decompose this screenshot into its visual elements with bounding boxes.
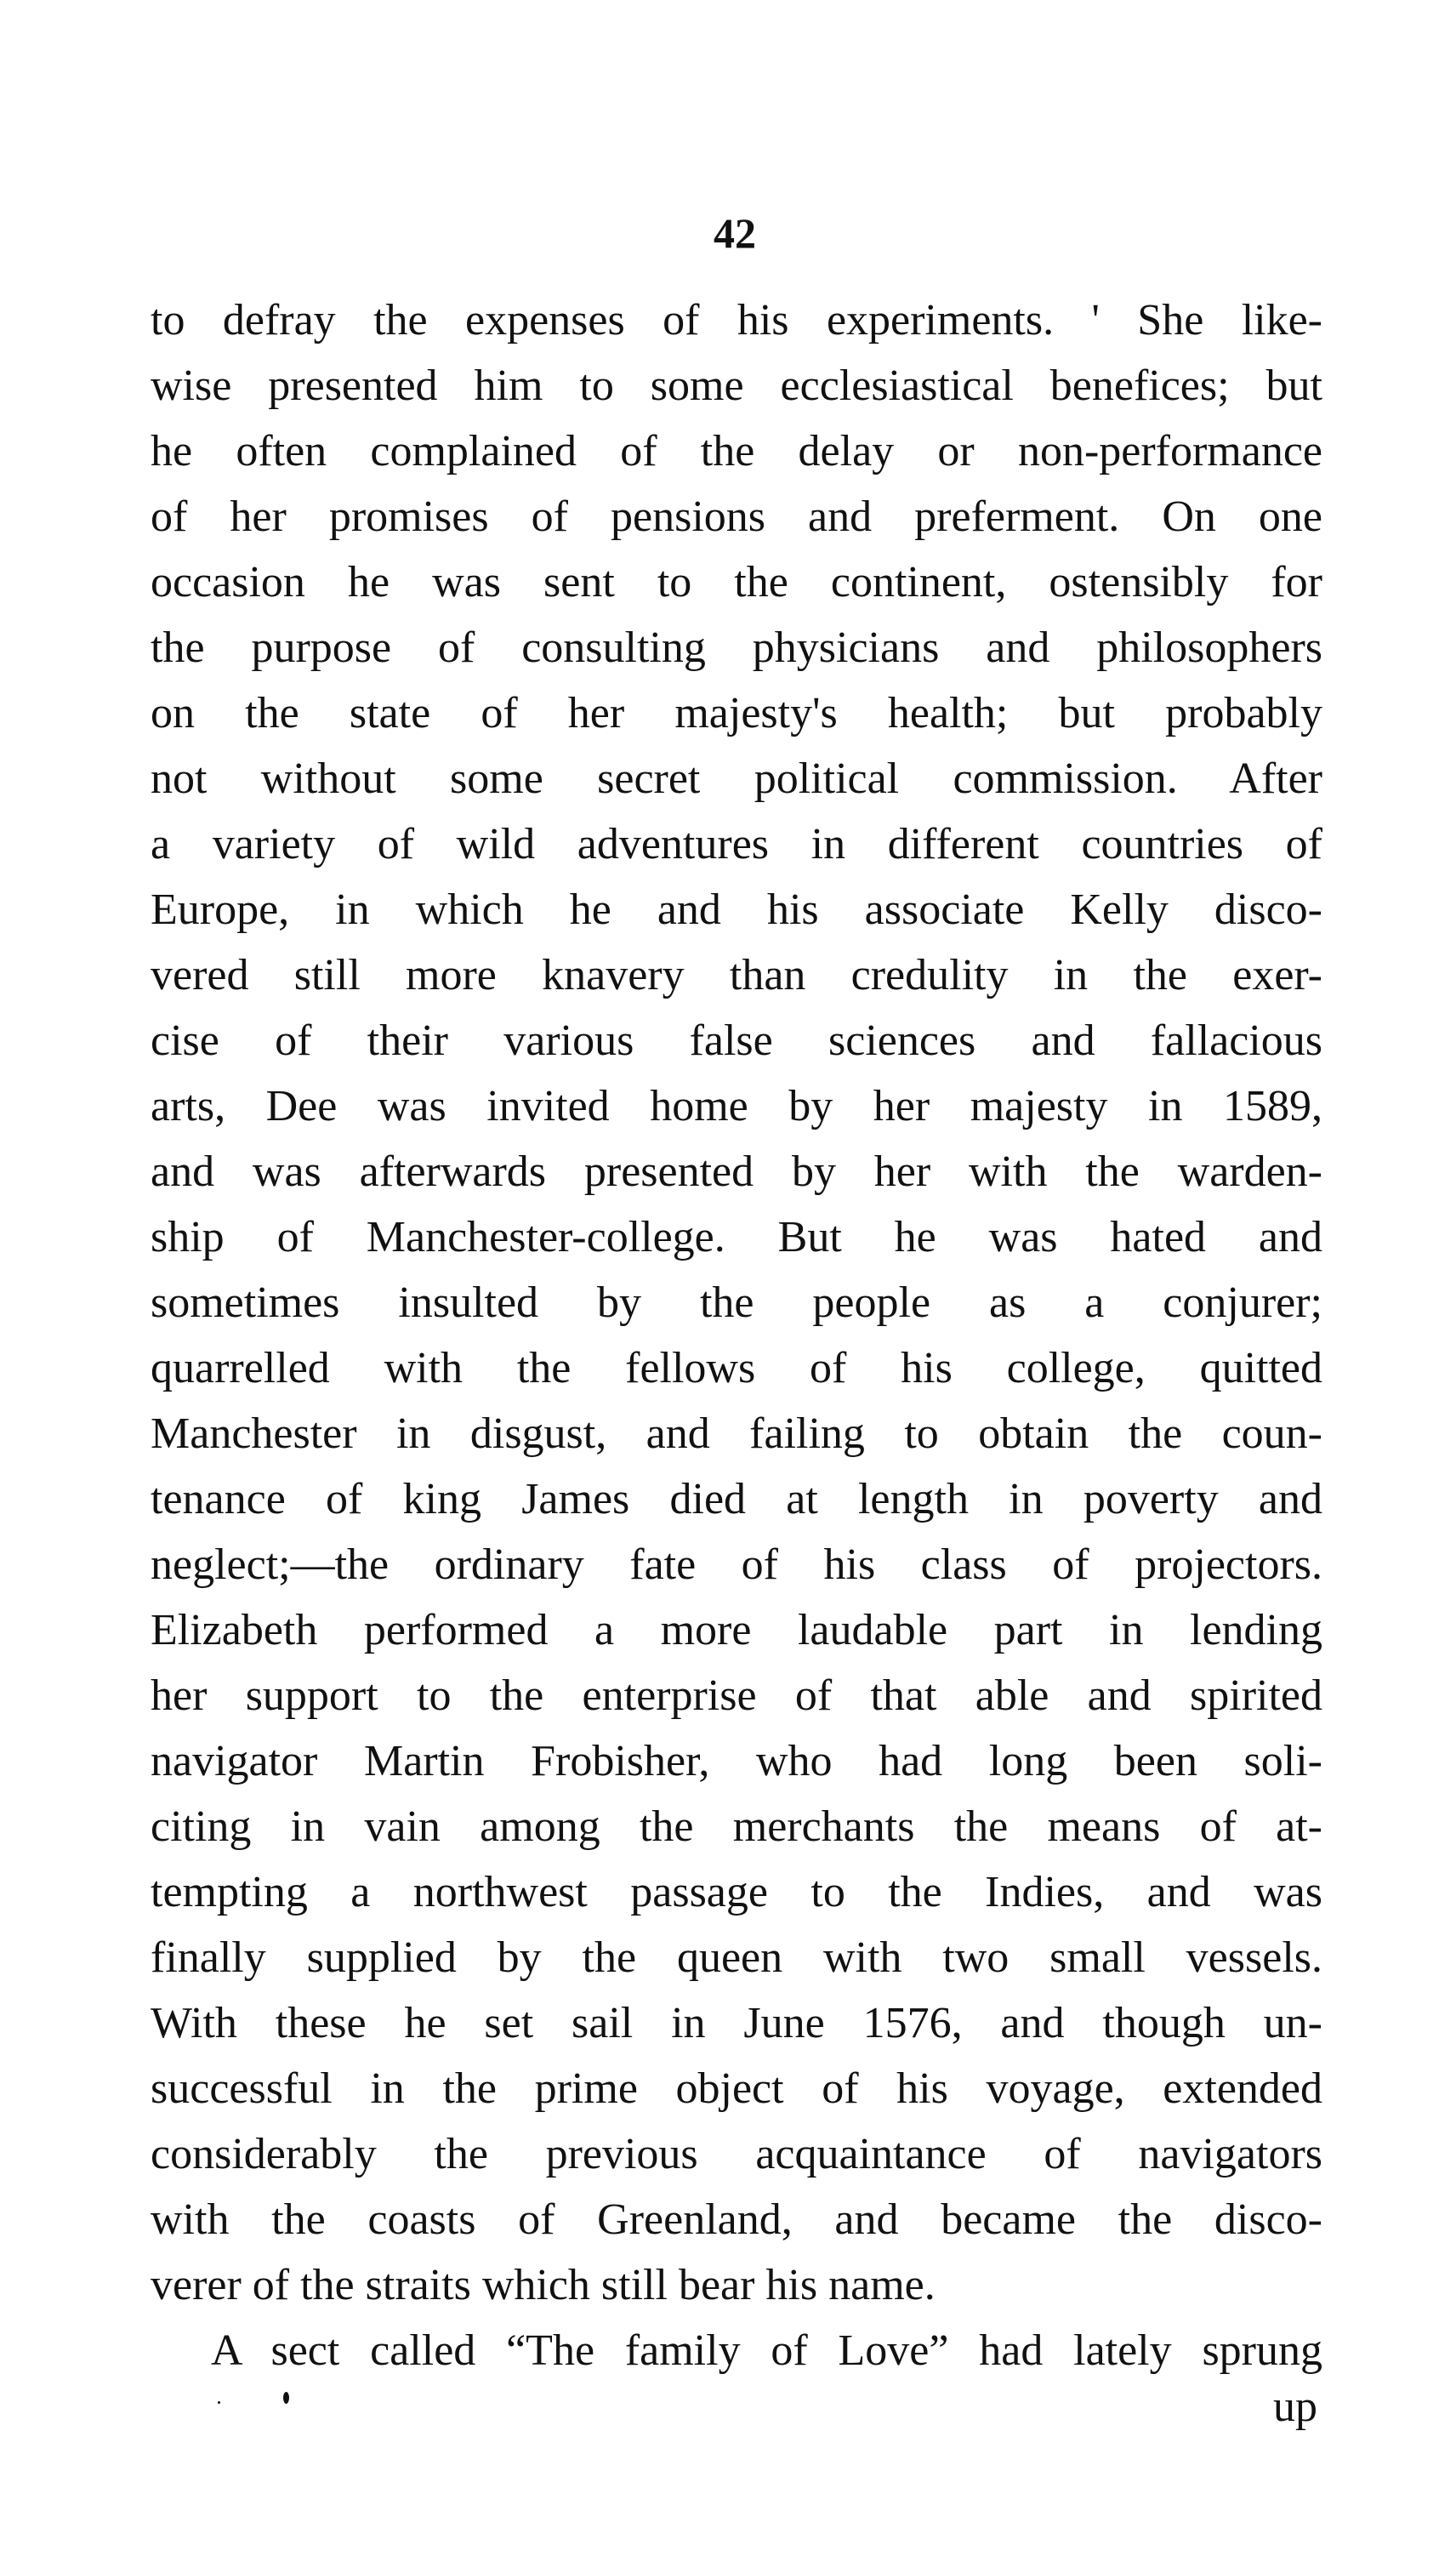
text-line: a variety of wild adventures in different countries of [151,820,1322,868]
text-line: he often complained of the delay or non-performance [151,427,1322,475]
text-line: on the state of her majesty's health; but probably [151,689,1322,737]
text-line: successful in the prime object of his voyage, extended [151,2064,1322,2113]
text-line: occasion he was sent to the continent, ostensibly for [151,558,1322,606]
signature-mark [283,2392,289,2404]
text-line: arts, Dee was invited home by her majesty in 1589, [151,1082,1322,1130]
text-line: Europe, in which he and his associate Kelly disco- [151,885,1322,934]
paragraph-start-line: A sect called “The family of Love” had lately sprung [211,2326,1322,2375]
text-line: tempting a northwest passage to the Indies, and was [151,1868,1322,1916]
text-line: the purpose of consulting physicians and philosophers [151,623,1322,672]
text-line: citing in vain among the merchants the means of at- [151,1802,1322,1851]
text-line: With these he set sail in June 1576, and though un- [151,1999,1322,2047]
text-line: of her promises of pensions and preferment. On one [151,492,1322,541]
catchword: up [1273,2383,1317,2431]
page-number: 42 [714,209,756,257]
text-line: ship of Manchester-college. But he was hated and [151,1213,1322,1261]
text-line: and was afterwards presented by her with the warden- [151,1147,1322,1196]
text-line: vered still more knavery than credulity in the exer- [151,951,1322,999]
text-line: navigator Martin Frobisher, who had long been soli- [151,1737,1322,1785]
body-text [151,288,1322,2383]
text-line: not without some secret political commission. After [151,754,1322,803]
text-line: her support to the enterprise of that able and spirited [151,1671,1322,1720]
text-line: cise of their various false sciences and fallacious [151,1016,1322,1065]
text-line: tenance of king James died at length in poverty and [151,1475,1322,1523]
text-line: Elizabeth performed a more laudable part in lending [151,1606,1322,1654]
text-line: Manchester in disgust, and failing to obtain the coun- [151,1409,1322,1458]
print-speck [218,2401,220,2404]
text-line: finally supplied by the queen with two small vessels. [151,1933,1322,1982]
text-line: neglect;—the ordinary fate of his class of projectors. [151,1540,1322,1589]
paragraph-end-line: verer of the straits which still bear his name. [151,2261,936,2309]
text-line: with the coasts of Greenland, and became the disco- [151,2195,1322,2244]
text-line: wise presented him to some ecclesiastical benefices; but [151,362,1322,410]
text-line: to defray the expenses of his experiments. ' She like- [151,296,1322,344]
text-line: considerably the previous acquaintance of navigators [151,2130,1322,2178]
text-line: sometimes insulted by the people as a conjurer; [151,1278,1322,1327]
text-line: quarrelled with the fellows of his college, quitted [151,1344,1322,1392]
